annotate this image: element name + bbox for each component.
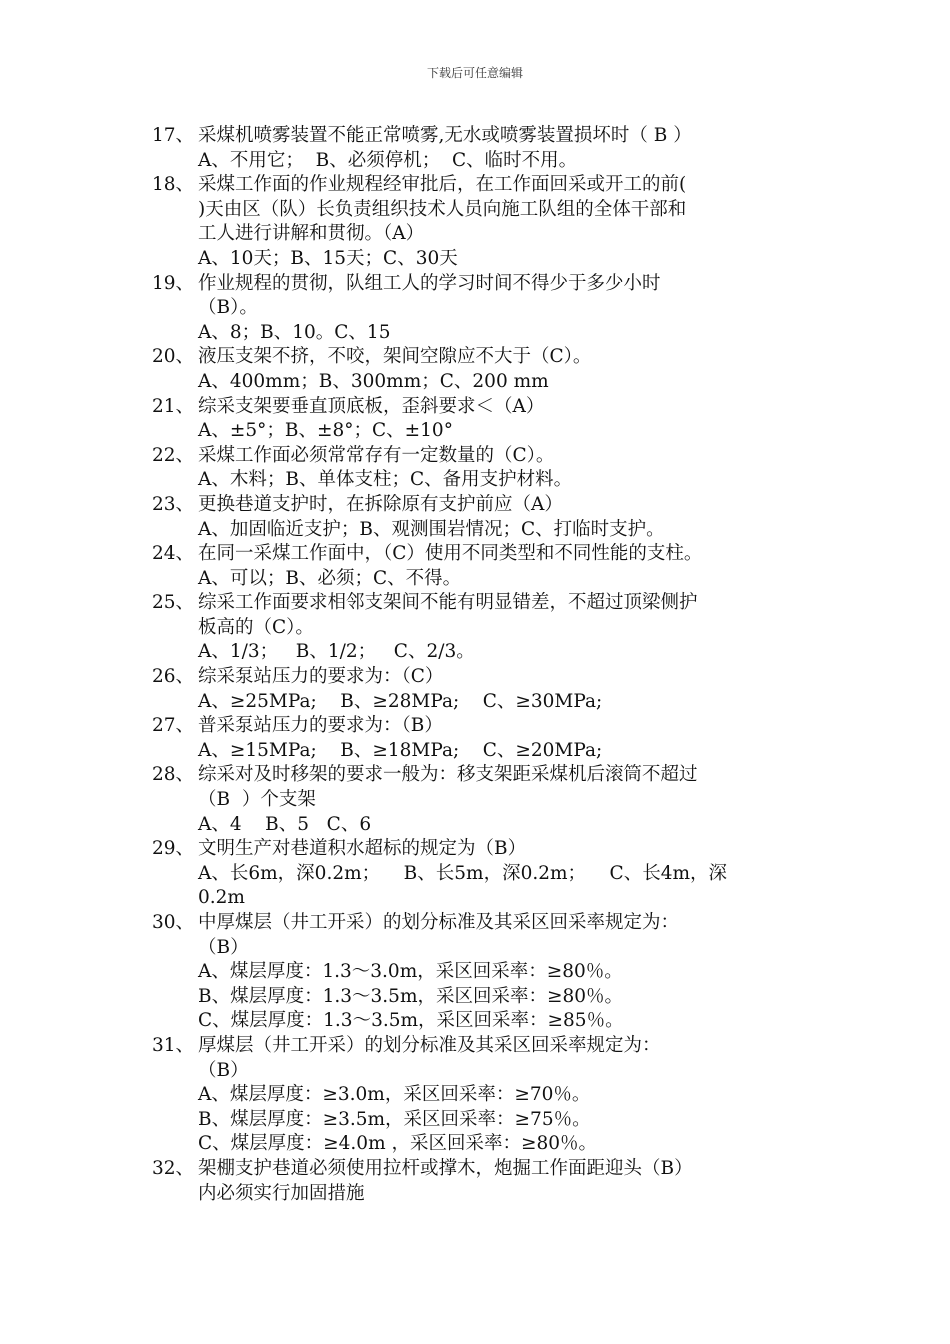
question-text: 普采泵站压力的要求为：（B）: [198, 715, 443, 737]
answer-options: 0.2m: [198, 887, 245, 909]
question-item: [152, 542, 812, 591]
question-text: 综采工作面要求相邻支架间不能有明显错差，不超过顶梁侧护 板高的（C）。: [198, 592, 698, 638]
page-header: 下载后可任意编辑: [426, 66, 523, 80]
question-text: 采煤机喷雾装置不能正常喷雾,无水或喷雾装置损坏时（ B ）: [198, 125, 692, 146]
answer-options: A、400mm；B、300mm；C、200 mm: [198, 370, 549, 392]
question-number: 27、: [152, 715, 195, 737]
question-row: [152, 124, 812, 149]
answer-options: A、长6m，深0.2m； B、长5m，深0.2m； C、长4m，深: [198, 862, 728, 884]
question-item: [152, 444, 812, 493]
answer-options: A、10天；B、15天；C、30天: [198, 247, 458, 269]
question-item: [152, 911, 812, 1034]
question-text: 采煤工作面的作业规程经审批后，在工作面回采或开工的前( )天由区（队）长负责组织技术人员向施工队组的全体干部和 工人进行讲解和贯彻。（A）: [198, 174, 687, 245]
question-row: [152, 444, 812, 469]
question-text: 架棚支护巷道必须使用拉杆或撑木，炮掘工作面距迎头（B） 内必须实行加固措施: [198, 1157, 693, 1204]
answer-options: C、煤层厚度：1.3～3.5m，采区回采率：≥85％。: [198, 1010, 624, 1032]
question-row: [152, 542, 812, 567]
answer-options: A、≥15MPa; B、≥18MPa; C、≥20MPa;: [198, 739, 603, 761]
question-row: [152, 763, 812, 812]
answer-options: A、加固临近支护；B、观测围岩情况；C、打临时支护。: [198, 518, 665, 540]
question-item: [152, 124, 812, 173]
question-list: [152, 124, 812, 1206]
question-row: [152, 272, 812, 321]
question-text: 液压支架不挤，不咬，架间空隙应不大于（C）。: [198, 346, 592, 368]
question-number: 20、: [152, 346, 195, 368]
answer-options: B、煤层厚度：≥3.5m，采区回采率：≥75％。: [198, 1108, 591, 1130]
question-row: [152, 911, 812, 960]
question-number: 24、: [152, 543, 195, 565]
question-row: [152, 173, 812, 247]
question-text: 综采支架要垂直顶底板，歪斜要求＜（A）: [198, 395, 545, 417]
question-number: 21、: [152, 395, 195, 417]
question-number: 26、: [152, 666, 195, 688]
question-number: 29、: [152, 838, 195, 860]
question-row: [152, 1034, 812, 1083]
question-item: [152, 1034, 812, 1157]
answer-options: A、8；B、10。C、15: [198, 321, 391, 343]
question-item: [152, 493, 812, 542]
question-item: [152, 345, 812, 394]
question-item: [152, 837, 812, 911]
question-number: 23、: [152, 493, 195, 515]
answer-options: A、可以；B、必须；C、不得。: [198, 567, 462, 589]
question-number: 31、: [152, 1034, 195, 1056]
answer-options: A、≥25MPa; B、≥28MPa; C、≥30MPa;: [198, 690, 603, 712]
answer-options: A、煤层厚度：≥3.0m，采区回采率：≥70％。: [198, 1084, 591, 1106]
question-text: 在同一采煤工作面中，（C）使用不同类型和不同性能的支柱。: [198, 543, 703, 565]
question-number: 22、: [152, 444, 195, 466]
question-row: [152, 395, 812, 420]
answer-options: A、1/3； B、1/2； C、2/3。: [198, 641, 475, 663]
question-text: 作业规程的贯彻，队组工人的学习时间不得少于多少小时 （B）。: [198, 272, 661, 319]
answer-options: A、木料；B、单体支柱；C、备用支护材料。: [198, 469, 573, 491]
question-number: 30、: [152, 912, 195, 933]
question-item: [152, 591, 812, 665]
question-item: [152, 1157, 812, 1206]
question-item: [152, 665, 812, 714]
question-text: 更换巷道支护时，在拆除原有支护前应（A）: [198, 493, 563, 515]
answer-options: A、4 B、5 C、6: [198, 813, 372, 835]
question-row: [152, 493, 812, 518]
question-item: [152, 395, 812, 444]
question-row: [152, 591, 812, 640]
question-number: 18、: [152, 174, 195, 196]
question-text: 采煤工作面必须常常存有一定数量的（C）。: [198, 444, 555, 466]
question-number: 28、: [152, 764, 195, 786]
question-row: [152, 1157, 812, 1206]
question-row: [152, 345, 812, 370]
question-row: [152, 837, 812, 862]
question-item: [152, 763, 812, 837]
question-number: 19、: [152, 272, 195, 294]
question-number: 17、: [152, 125, 195, 146]
question-number: 25、: [152, 592, 195, 614]
answer-options: A、煤层厚度：1.3～3.0m，采区回采率：≥80％。: [198, 961, 623, 983]
answer-options: A、不用它； B、必须停机； C、临时不用。: [198, 149, 578, 171]
question-text: 文明生产对巷道积水超标的规定为（B）: [198, 838, 527, 860]
question-text: 厚煤层（井工开采）的划分标准及其采区回采率规定为： （B）: [198, 1034, 661, 1081]
answer-options: C、煤层厚度：≥4.0m ，采区回采率：≥80％。: [198, 1133, 598, 1155]
question-text: 中厚煤层（井工开采）的划分标准及其采区回采率规定为： （B）: [198, 912, 680, 958]
question-row: [152, 714, 812, 739]
answer-options: B、煤层厚度：1.3～3.5m，采区回采率：≥80％。: [198, 985, 624, 1007]
question-text: 综采泵站压力的要求为：（C）: [198, 666, 444, 688]
question-item: [152, 272, 812, 346]
question-number: 32、: [152, 1157, 195, 1179]
question-item: [152, 173, 812, 271]
answer-options: A、±5°；B、±8°；C、±10°: [198, 420, 453, 442]
question-item: [152, 714, 812, 763]
question-row: [152, 665, 812, 690]
question-text: 综采对及时移架的要求一般为：移支架距采煤机后滚筒不超过 （B ）个支架: [198, 764, 698, 811]
